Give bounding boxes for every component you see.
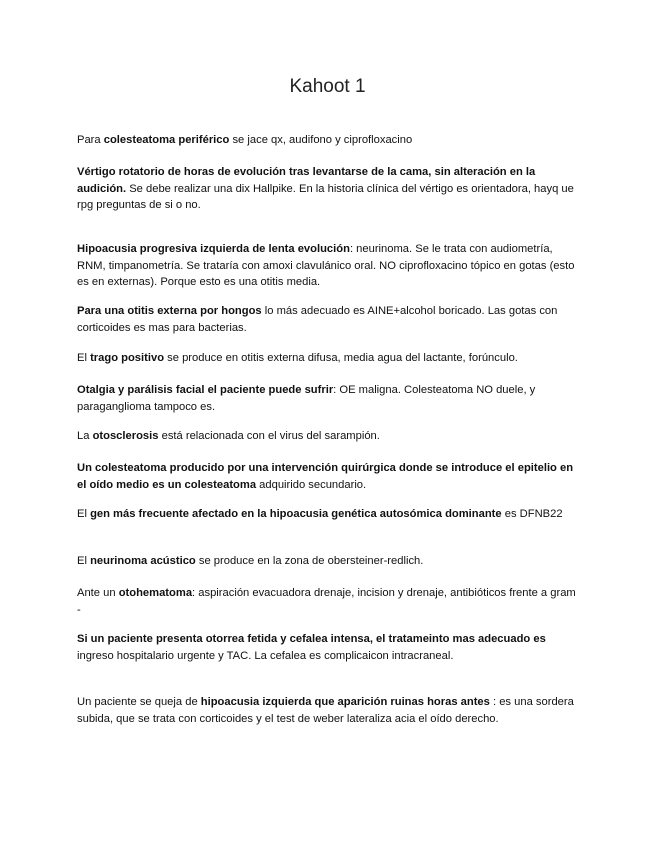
paragraph-otohematoma bbox=[77, 585, 582, 618]
paragraph-otitis-hongos bbox=[77, 303, 582, 336]
paragraph-otorrea-cefalea bbox=[77, 631, 582, 664]
text-segment: El bbox=[77, 555, 91, 567]
paragraph-trago-positivo bbox=[77, 350, 582, 367]
text-segment: está relacionada con el virus del sarampión. bbox=[158, 430, 380, 442]
bold-text-segment: otosclerosis bbox=[92, 430, 159, 442]
bold-text-segment: hipoacusia izquierda que aparición ruinas horas antes bbox=[200, 696, 490, 708]
text-segment: Para bbox=[77, 134, 104, 146]
text-segment: es DFNB22 bbox=[501, 508, 563, 520]
text-segment: se produce en otitis externa difusa, media agua del lactante, forúnculo. bbox=[164, 352, 518, 364]
bold-text-segment: colesteatoma periférico bbox=[103, 134, 230, 146]
text-segment: ingreso hospitalario urgente y TAC. La cefalea es complicaicon intracraneal. bbox=[77, 649, 454, 662]
text-segment: se jace qx, audifono y ciprofloxacino bbox=[229, 134, 413, 146]
text-segment: Un paciente se queja de bbox=[77, 696, 201, 708]
bold-text-segment: Otalgia y parálisis facial el paciente puede sufrir bbox=[77, 384, 334, 396]
bold-text-segment: Para una otitis externa por hongos bbox=[77, 305, 262, 317]
bold-text-segment: Un colesteatoma producido por una intervención quirúrgica donde se introduce el epitelio en el oído medio es un colesteatoma bbox=[77, 462, 574, 491]
paragraph-otosclerosis bbox=[77, 428, 582, 445]
document-title: Kahoot 1 bbox=[289, 76, 366, 97]
text-segment: El bbox=[77, 508, 91, 520]
text-segment: : OE maligna. Colesteatoma NO duele, y paraganglioma tampoco es. bbox=[77, 384, 536, 413]
text-segment: adquirido secundario. bbox=[256, 478, 367, 491]
bold-text-segment: trago positivo bbox=[90, 352, 165, 364]
bold-text-segment: Si un paciente presenta otorrea fetida y cefalea intensa, el tratameinto mas adecuado es bbox=[77, 633, 546, 645]
text-segment: : es una sordera subida, que se trata con corticoides y el test de weber lateraliza acia el oído derecho. bbox=[77, 696, 574, 725]
bold-text-segment: neurinoma acústico bbox=[90, 555, 196, 567]
paragraph-gen-hipoacusia bbox=[77, 506, 582, 523]
paragraph-hipoacusia-subita bbox=[77, 694, 582, 727]
paragraph-colesteatoma-periferico bbox=[77, 132, 582, 149]
text-segment: Se debe realizar una dix Hallpike. En la historia clínica del vértigo es orientadora, hayq ue rpg preguntas de si o no. bbox=[77, 182, 574, 211]
bold-text-segment: Hipoacusia progresiva izquierda de lenta evolución bbox=[77, 243, 350, 255]
text-segment: : aspiración evacuadora drenaje, incision y drenaje, antibióticos frente a gram - bbox=[77, 587, 576, 616]
paragraph-hipoacusia-progresiva bbox=[77, 241, 582, 291]
text-segment: lo más adecuado es AINE+alcohol boricado. Las gotas con corticoides es mas para bacterias. bbox=[77, 305, 558, 334]
bold-text-segment: Vértigo rotatorio de horas de evolución tras levantarse de la cama, sin alteración en la audición. bbox=[77, 166, 536, 195]
text-segment: La bbox=[77, 430, 93, 442]
paragraph-neurinoma-acustico bbox=[77, 553, 582, 570]
paragraph-colesteatoma-adquirido bbox=[77, 460, 582, 493]
text-segment: se produce en la zona de obersteiner-redlich. bbox=[195, 555, 424, 567]
bold-text-segment: gen más frecuente afectado en la hipoacusia genética autosómica dominante bbox=[90, 508, 502, 520]
text-segment: : neurinoma. Se le trata con audiometría, RNM, timpanometría. Se trataría con amoxi clavulánico oral. NO ciprofloxacino tópico en gotas (esto es en externas). Porque esto es una otitis media. bbox=[77, 243, 575, 288]
text-segment: Ante un bbox=[77, 587, 119, 599]
bold-text-segment: otohematoma bbox=[118, 587, 193, 599]
paragraph-vertigo-rotatorio bbox=[77, 164, 582, 214]
text-segment: El bbox=[77, 352, 91, 364]
paragraph-otalgia-paralisis bbox=[77, 382, 582, 415]
